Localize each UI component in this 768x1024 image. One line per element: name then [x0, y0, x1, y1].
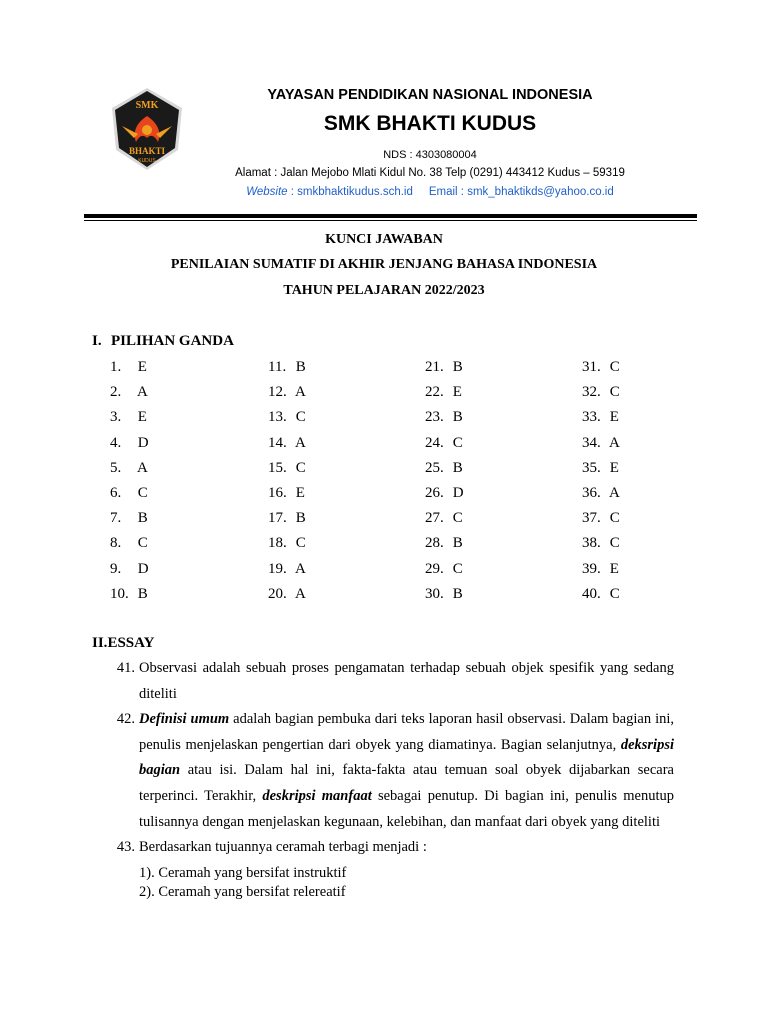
- answer-letter: C: [452, 434, 463, 451]
- essay-item-41: [107, 656, 674, 707]
- answer-number: 40.: [582, 585, 601, 602]
- answer-letter: B: [452, 585, 463, 602]
- answer-letter: C: [452, 510, 463, 527]
- answer-letter: A: [294, 434, 306, 451]
- answer-item: [110, 358, 268, 383]
- answer-number: 39.: [582, 560, 601, 577]
- answer-number: 20.: [268, 585, 287, 602]
- essay-text: adalah bagian pembuka dari teks laporan hasil observasi. Dalam bagian ini, penulis menjelaskan pengertian dari obyek yang diamatinya. Bagian selanjutnya,: [139, 711, 674, 753]
- answer-letter: B: [295, 359, 306, 375]
- answer-item: [110, 459, 268, 484]
- answer-item: [425, 560, 582, 585]
- answer-letter: A: [608, 484, 620, 501]
- answer-item: [582, 534, 670, 559]
- answer-letter: D: [137, 560, 149, 577]
- answer-number: 11.: [268, 359, 287, 375]
- essay-term: deskripsi manfaat: [262, 787, 372, 804]
- answer-item: [425, 383, 582, 408]
- essay-answers: [107, 656, 674, 902]
- answer-item: [110, 484, 268, 509]
- answer-item: [425, 408, 582, 433]
- email-link[interactable]: Email : smk_bhaktikds@yahoo.co.id: [428, 186, 614, 198]
- answer-item: [582, 383, 670, 408]
- essay-number: 41.: [116, 660, 135, 676]
- answer-number: 4.: [110, 434, 122, 451]
- answer-item: [425, 585, 582, 610]
- section-number: II.: [92, 635, 108, 651]
- answer-letter: E: [609, 459, 619, 476]
- answer-number: 24.: [425, 434, 444, 451]
- answer-number: 10.: [110, 585, 129, 602]
- answer-letter: C: [609, 510, 620, 527]
- logo-bottom-text: BHAKTI: [128, 146, 166, 156]
- section-essay-heading: [92, 635, 154, 652]
- answer-letter: C: [137, 484, 148, 501]
- answer-number: 6.: [110, 484, 122, 501]
- section-multiple-choice-heading: [92, 333, 234, 350]
- section-number: I.: [92, 333, 102, 349]
- answer-letter: E: [137, 359, 147, 375]
- essay-term: deksripsi bagian: [139, 736, 674, 779]
- answer-number: 37.: [582, 510, 601, 527]
- answer-item: [582, 408, 670, 433]
- letterhead-rule-thin: [84, 220, 697, 221]
- answer-item: [582, 459, 670, 484]
- answer-item: [268, 408, 425, 433]
- essay-number: 43.: [116, 839, 135, 856]
- answer-item: [268, 509, 425, 534]
- answer-letter: A: [294, 585, 306, 602]
- essay-text: atau isi. Dalam hal ini, fakta-fakta atau temuan soal obyek dijabarkan secara terperinci. Terakhir,: [139, 762, 674, 804]
- answer-item: [425, 459, 582, 484]
- answer-letter: E: [609, 560, 619, 577]
- answer-item: [268, 534, 425, 559]
- answer-number: 1.: [110, 359, 122, 375]
- section-label: PILIHAN GANDA: [111, 333, 234, 349]
- answer-item: [110, 383, 268, 408]
- document-subtitle: PENILAIAN SUMATIF DI AKHIR JENJANG BAHASA INDONESIA: [170, 257, 598, 272]
- answer-item: [425, 358, 582, 383]
- answer-number: 33.: [582, 409, 601, 426]
- answer-letter: A: [608, 434, 620, 451]
- school-nds: NDS : 4303080004: [383, 149, 477, 161]
- answer-letter: B: [452, 459, 463, 476]
- essay-item-43: [107, 835, 674, 861]
- answer-number: 27.: [425, 510, 444, 527]
- answer-item: [582, 358, 670, 383]
- answer-item: [425, 534, 582, 559]
- answer-item: [268, 484, 425, 509]
- answer-letter: E: [452, 384, 462, 401]
- answer-key-grid: [110, 358, 670, 610]
- answer-letter: C: [609, 359, 620, 375]
- answer-number: 8.: [110, 535, 122, 552]
- essay-term: Definisi umum: [139, 711, 230, 728]
- answer-number: 14.: [268, 434, 287, 451]
- school-logo: [108, 86, 186, 172]
- answer-number: 23.: [425, 409, 444, 426]
- answer-item: [582, 560, 670, 585]
- essay-text: Observasi adalah sebuah proses pengamatan terhadap sebuah objek spesifik yang sedang diteliti: [139, 660, 674, 702]
- answer-item: [582, 509, 670, 534]
- answer-letter: A: [136, 384, 148, 401]
- answer-number: 7.: [110, 510, 122, 527]
- answer-letter: C: [137, 535, 148, 552]
- answer-letter: B: [137, 510, 148, 527]
- answer-number: 5.: [110, 459, 122, 476]
- answer-letter: C: [609, 384, 620, 401]
- answer-letter: B: [452, 409, 463, 426]
- answer-item: [268, 560, 425, 585]
- answer-letter: B: [452, 535, 463, 552]
- logo-city-text: KUDUS: [138, 158, 156, 164]
- answer-number: 18.: [268, 535, 287, 552]
- essay-text: sebagai penutup. Di bagian ini, penulis menutup tulisannya dengan menjelaskan kegunaan, kelebihan, dan manfaat dari obyek yang diteliti: [139, 787, 674, 830]
- answer-number: 3.: [110, 409, 122, 426]
- answer-number: 29.: [425, 560, 444, 577]
- answer-number: 35.: [582, 459, 601, 476]
- answer-number: 38.: [582, 535, 601, 552]
- answer-item: [582, 434, 670, 459]
- answer-letter: C: [609, 585, 620, 602]
- foundation-name: YAYASAN PENDIDIKAN NASIONAL INDONESIA: [267, 87, 593, 103]
- document-year: TAHUN PELAJARAN 2022/2023: [283, 283, 485, 298]
- answer-item: [268, 585, 425, 610]
- answer-item: [268, 358, 425, 383]
- letterhead-rule: [84, 214, 697, 218]
- answer-number: 36.: [582, 484, 601, 501]
- answer-number: 12.: [268, 384, 287, 401]
- answer-letter: E: [295, 484, 305, 501]
- answer-letter: C: [452, 560, 463, 577]
- essay-number: 42.: [116, 711, 135, 728]
- answer-item: [110, 509, 268, 534]
- school-address: Alamat : Jalan Mejobo Mlati Kidul No. 38 Telp (0291) 443412 Kudus – 59319: [235, 167, 625, 179]
- document-title: KUNCI JAWABAN: [325, 232, 443, 247]
- website-label: Website: [246, 186, 288, 198]
- answer-item: [268, 434, 425, 459]
- essay-text: Berdasarkan tujuannya ceramah terbagi menjadi :: [139, 839, 427, 856]
- answer-number: 28.: [425, 535, 444, 552]
- website-link[interactable]: : smkbhaktikudus.sch.id: [287, 186, 413, 198]
- answer-letter: A: [136, 459, 148, 476]
- answer-item: [425, 484, 582, 509]
- answer-item: [268, 383, 425, 408]
- answer-number: 21.: [425, 359, 444, 375]
- answer-number: 17.: [268, 510, 287, 527]
- answer-letter: E: [137, 409, 147, 426]
- answer-item: [110, 560, 268, 585]
- essay-sub-item: 1). Ceramah yang bersifat instruktif: [139, 864, 347, 881]
- answer-number: 15.: [268, 459, 287, 476]
- answer-letter: A: [294, 384, 306, 401]
- answer-number: 30.: [425, 585, 444, 602]
- answer-item: [110, 434, 268, 459]
- answer-letter: D: [452, 484, 464, 501]
- answer-number: 22.: [425, 384, 444, 401]
- logo-top-text: SMK: [135, 100, 159, 111]
- answer-letter: B: [452, 359, 463, 375]
- answer-item: [582, 585, 670, 610]
- answer-item: [110, 534, 268, 559]
- answer-item: [425, 509, 582, 534]
- answer-number: 25.: [425, 459, 444, 476]
- answer-number: 26.: [425, 484, 444, 501]
- answer-number: 16.: [268, 484, 287, 501]
- answer-letter: C: [295, 535, 306, 552]
- answer-letter: C: [609, 535, 620, 552]
- answer-number: 9.: [110, 560, 122, 577]
- answer-number: 34.: [582, 434, 601, 451]
- contact-line: [230, 186, 630, 198]
- essay-sub-item: 2). Ceramah yang bersifat relereatif: [139, 883, 346, 900]
- answer-number: 2.: [110, 384, 122, 401]
- answer-number: 32.: [582, 384, 601, 401]
- answer-letter: C: [295, 459, 306, 476]
- section-label: ESSAY: [107, 635, 155, 651]
- answer-letter: A: [294, 560, 306, 577]
- answer-number: 31.: [582, 359, 601, 375]
- answer-letter: C: [295, 409, 306, 426]
- answer-number: 13.: [268, 409, 287, 426]
- answer-item: [110, 585, 268, 610]
- answer-number: 19.: [268, 560, 287, 577]
- answer-letter: D: [137, 434, 149, 451]
- school-name: SMK BHAKTI KUDUS: [323, 112, 537, 135]
- answer-item: [425, 434, 582, 459]
- answer-letter: B: [137, 585, 148, 602]
- answer-item: [110, 408, 268, 433]
- answer-letter: B: [295, 510, 306, 527]
- essay-item-42: [107, 707, 674, 835]
- answer-item: [268, 459, 425, 484]
- answer-item: [582, 484, 670, 509]
- answer-letter: E: [609, 409, 619, 426]
